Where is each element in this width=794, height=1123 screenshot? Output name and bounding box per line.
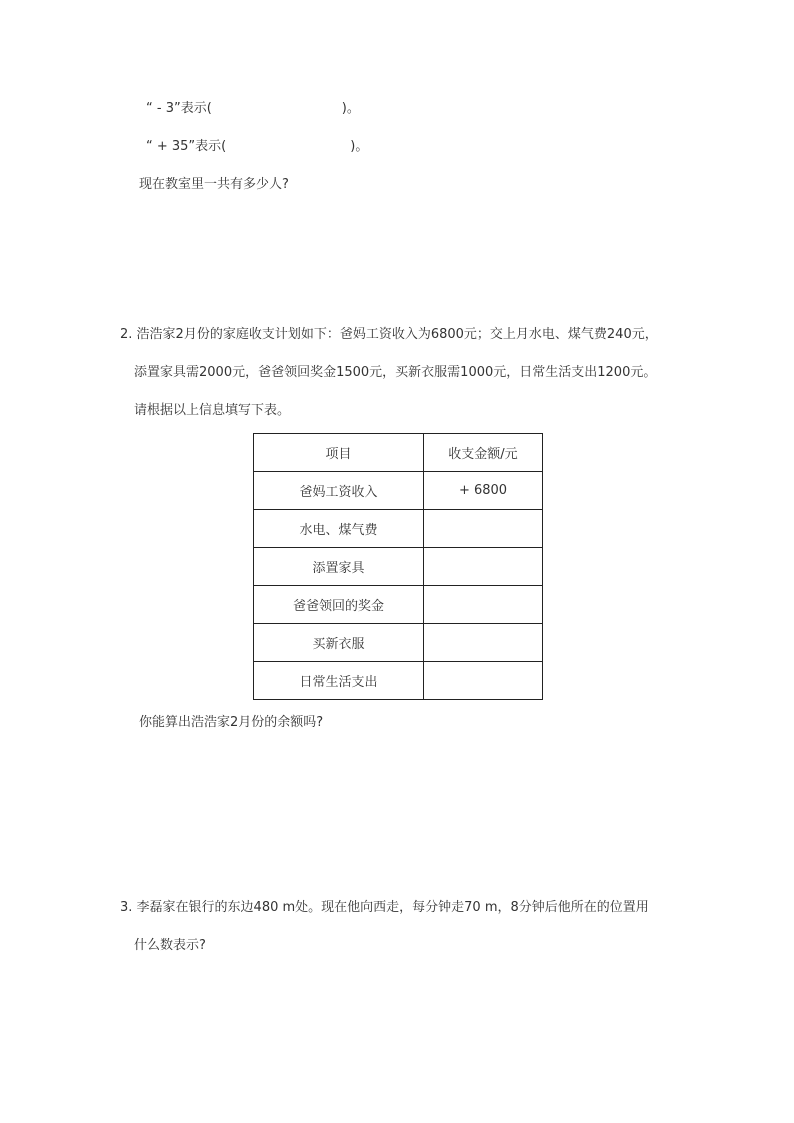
row-item: 日常生活支出 [254, 662, 424, 700]
fill-blank-suffix: )。 [350, 139, 369, 154]
fill-blank-prefix: “ + 35”表示( [146, 139, 227, 154]
table-row [254, 510, 543, 548]
q2-question: 你能算出浩浩家2月份的余额吗? [139, 715, 324, 730]
q3-line1 [120, 899, 649, 917]
table-row [254, 624, 543, 662]
header-item: 项目 [254, 434, 424, 472]
q2-line2: 添置家具需2000元，爸爸领回奖金1500元，买新衣服需1000元，日常生活支出1200元。 [134, 365, 657, 380]
row-item: 爸妈工资收入 [254, 472, 424, 510]
fill-blank-line-minus3 [146, 100, 360, 118]
q3-line2: 什么数表示? [134, 938, 206, 953]
table-row [254, 472, 543, 510]
row-item: 添置家具 [254, 548, 424, 586]
row-amount-blank[interactable] [424, 510, 543, 548]
table-row [254, 662, 543, 700]
row-item: 买新衣服 [254, 624, 424, 662]
q2-number: 2. [120, 327, 133, 342]
row-amount-blank[interactable] [424, 586, 543, 624]
row-item: 水电、煤气费 [254, 510, 424, 548]
q3-number: 3. [120, 900, 133, 915]
table-row [254, 586, 543, 624]
budget-table [253, 433, 543, 700]
q2-text-line1: 浩浩家2月份的家庭收支计划如下：爸妈工资收入为6800元；交上月水电、煤气费240元， [136, 327, 658, 342]
header-amount: 收支金额/元 [424, 434, 543, 472]
row-amount-blank[interactable] [424, 662, 543, 700]
q2-line1 [120, 326, 658, 344]
q2-line3: 请根据以上信息填写下表。 [134, 403, 291, 418]
row-amount: + 6800 [424, 472, 543, 510]
fill-blank-line-plus35 [146, 138, 368, 156]
table-header-row [254, 434, 543, 472]
row-amount-blank[interactable] [424, 548, 543, 586]
fill-blank-suffix: )。 [341, 101, 360, 116]
table-row [254, 548, 543, 586]
part1-question: 现在教室里一共有多少人? [139, 177, 289, 192]
q3-text-line1: 李磊家在银行的东边480 m处。现在他向西走，每分钟走70 m，8分钟后他所在的位置用 [136, 900, 649, 915]
row-amount-blank[interactable] [424, 624, 543, 662]
fill-blank-prefix: “ - 3”表示( [146, 101, 212, 116]
row-item: 爸爸领回的奖金 [254, 586, 424, 624]
